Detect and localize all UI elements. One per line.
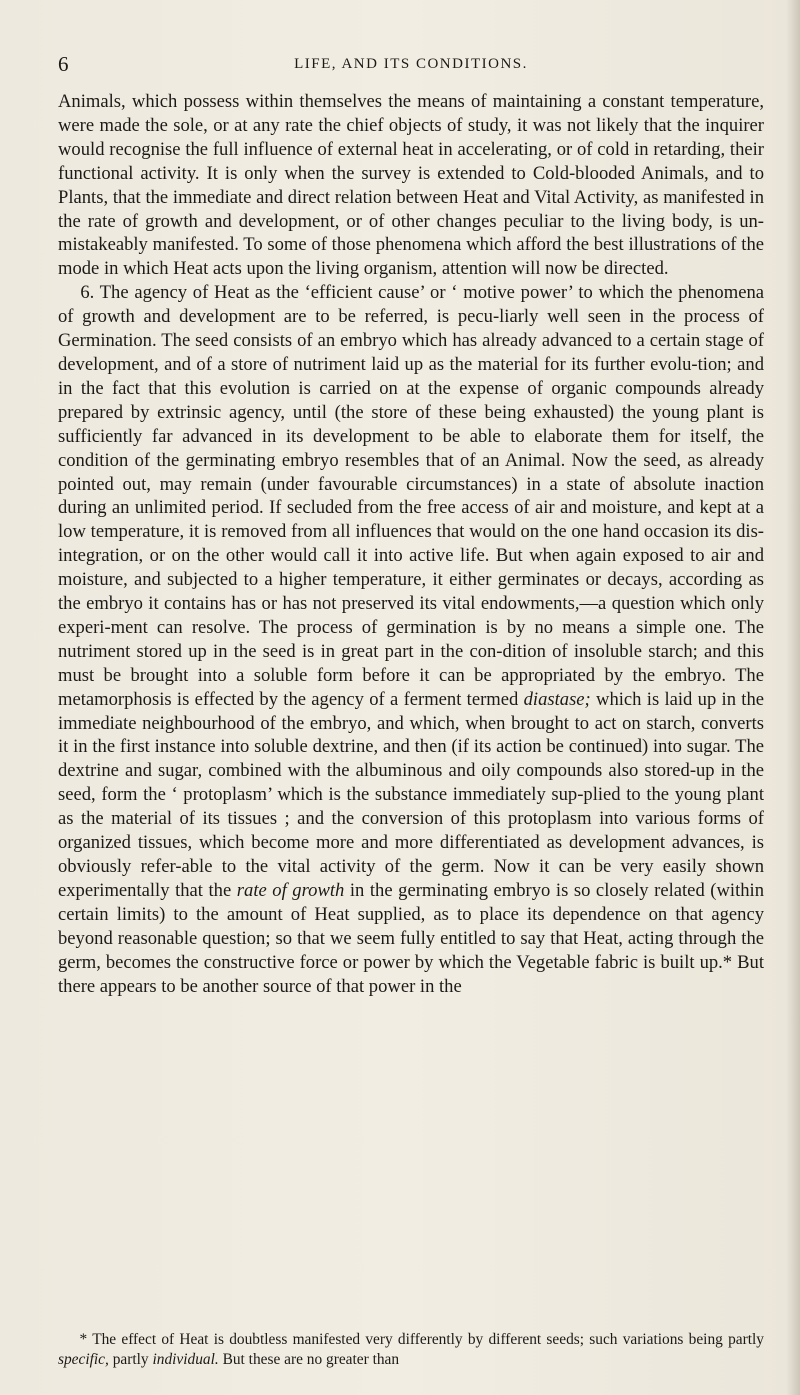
text-run: * The effect of Heat is doubtless manifested very differently by different seeds; such variations being partly [79, 1331, 764, 1348]
footnote-text [58, 1330, 764, 1370]
paragraph [58, 281, 764, 998]
page-number: 6 [58, 52, 69, 76]
paragraph [58, 90, 764, 281]
page-edge-shadow [786, 0, 800, 1395]
text-run: 6. The agency of Heat as the ‘efficient cause’ or ‘ motive power’ to which the phenomena of growth and development are to be referred, is pecu-liarly well seen in the process of Germination. The seed consists of an embryo which has already advanced to a certain stage of development, and of a store of nutriment laid up as the material for its further evolu-tion; and in the fact that this evolution is carried on at the expense of organic compounds already prepared by extrinsic agency, until (the store of these being exhausted) the young plant is sufficiently far advanced in its development to be able to elaborate them for itself, the condition of the germinating embryo resembles that of an Animal. Now the seed, as already pointed out, may remain (under favourable circumstances) in a state of absolute inaction during an unlimited period. If secluded from the free access of air and moisture, and kept at a low temperature, it is removed from all influences that would on the one hand occasion its dis-integration, or on the other would call it into active life. But when again exposed to air and moisture, and subjected to a higher temperature, it either germinates or decays, according as the embryo it contains has or has not preserved its vital endowments,—a question which only experi-ment can resolve. The process of germination is by no means a simple one. The nutriment stored up in the seed is in great part in the con-dition of insoluble starch; and this must be brought into a soluble form before it can be appropriated by the embryo. The metamorphosis is effected by the agency of a ferment termed [58, 282, 764, 710]
text-run: Animals, which possess within themselves the means of maintaining a constant temperature, were made the sole, or at any rate the chief objects of study, it was not likely that the inquirer would recognise the full influence of external heat in accelerating, or of cold in retarding, their functional activity. It is only when the survey is extended to Cold-blooded Animals, and to Plants, that the immediate and direct relation between Heat and Vital Activity, as manifested in the rate of growth and development, or of other changes peculiar to the living body, is un-mistakeably manifested. To some of those phenomena which afford the best illustrations of the mode in which Heat acts upon the living organism, attention will now be directed. [58, 91, 764, 280]
text-run: in the germinating embryo is so closely related (within certain limits) to the amount of Heat supplied, as to place its dependence on that agency beyond reasonable question; so that we seem fully entitled to say that Heat, acting through the germ, becomes the constructive force or power by which the Vegetable fabric is built up.* But there appears to be another source of that power in the [58, 879, 764, 997]
italic-term: individual. [152, 1351, 219, 1368]
running-head: LIFE, AND ITS CONDITIONS. [294, 56, 528, 72]
footnote [58, 1330, 764, 1370]
text-run: which is laid up in the immediate neighbourhood of the embryo, and which, when brought to act on starch, converts it in the first instance into soluble dextrine, and then (if its action be continued) into sugar. The dextrine and sugar, combined with the albuminous and oily compounds also stored-up in the seed, form the ‘ protoplasm’ which is the substance immediately sup-plied to the young plant as the material of its tissues ; and the conversion of this protoplasm into various forms of organized tissues, which become more and more differentiated as development advances, is obviously refer-able to the vital activity of the germ. Now it can be very easily shown experimentally that the [58, 688, 764, 901]
body-text [58, 90, 764, 998]
italic-term: specific, [58, 1351, 109, 1368]
text-run: partly [108, 1351, 153, 1368]
text-run: But these are no greater than [218, 1351, 400, 1368]
italic-term: diastase; [523, 688, 591, 710]
italic-term: rate of growth [236, 879, 345, 901]
page-header [58, 50, 764, 80]
